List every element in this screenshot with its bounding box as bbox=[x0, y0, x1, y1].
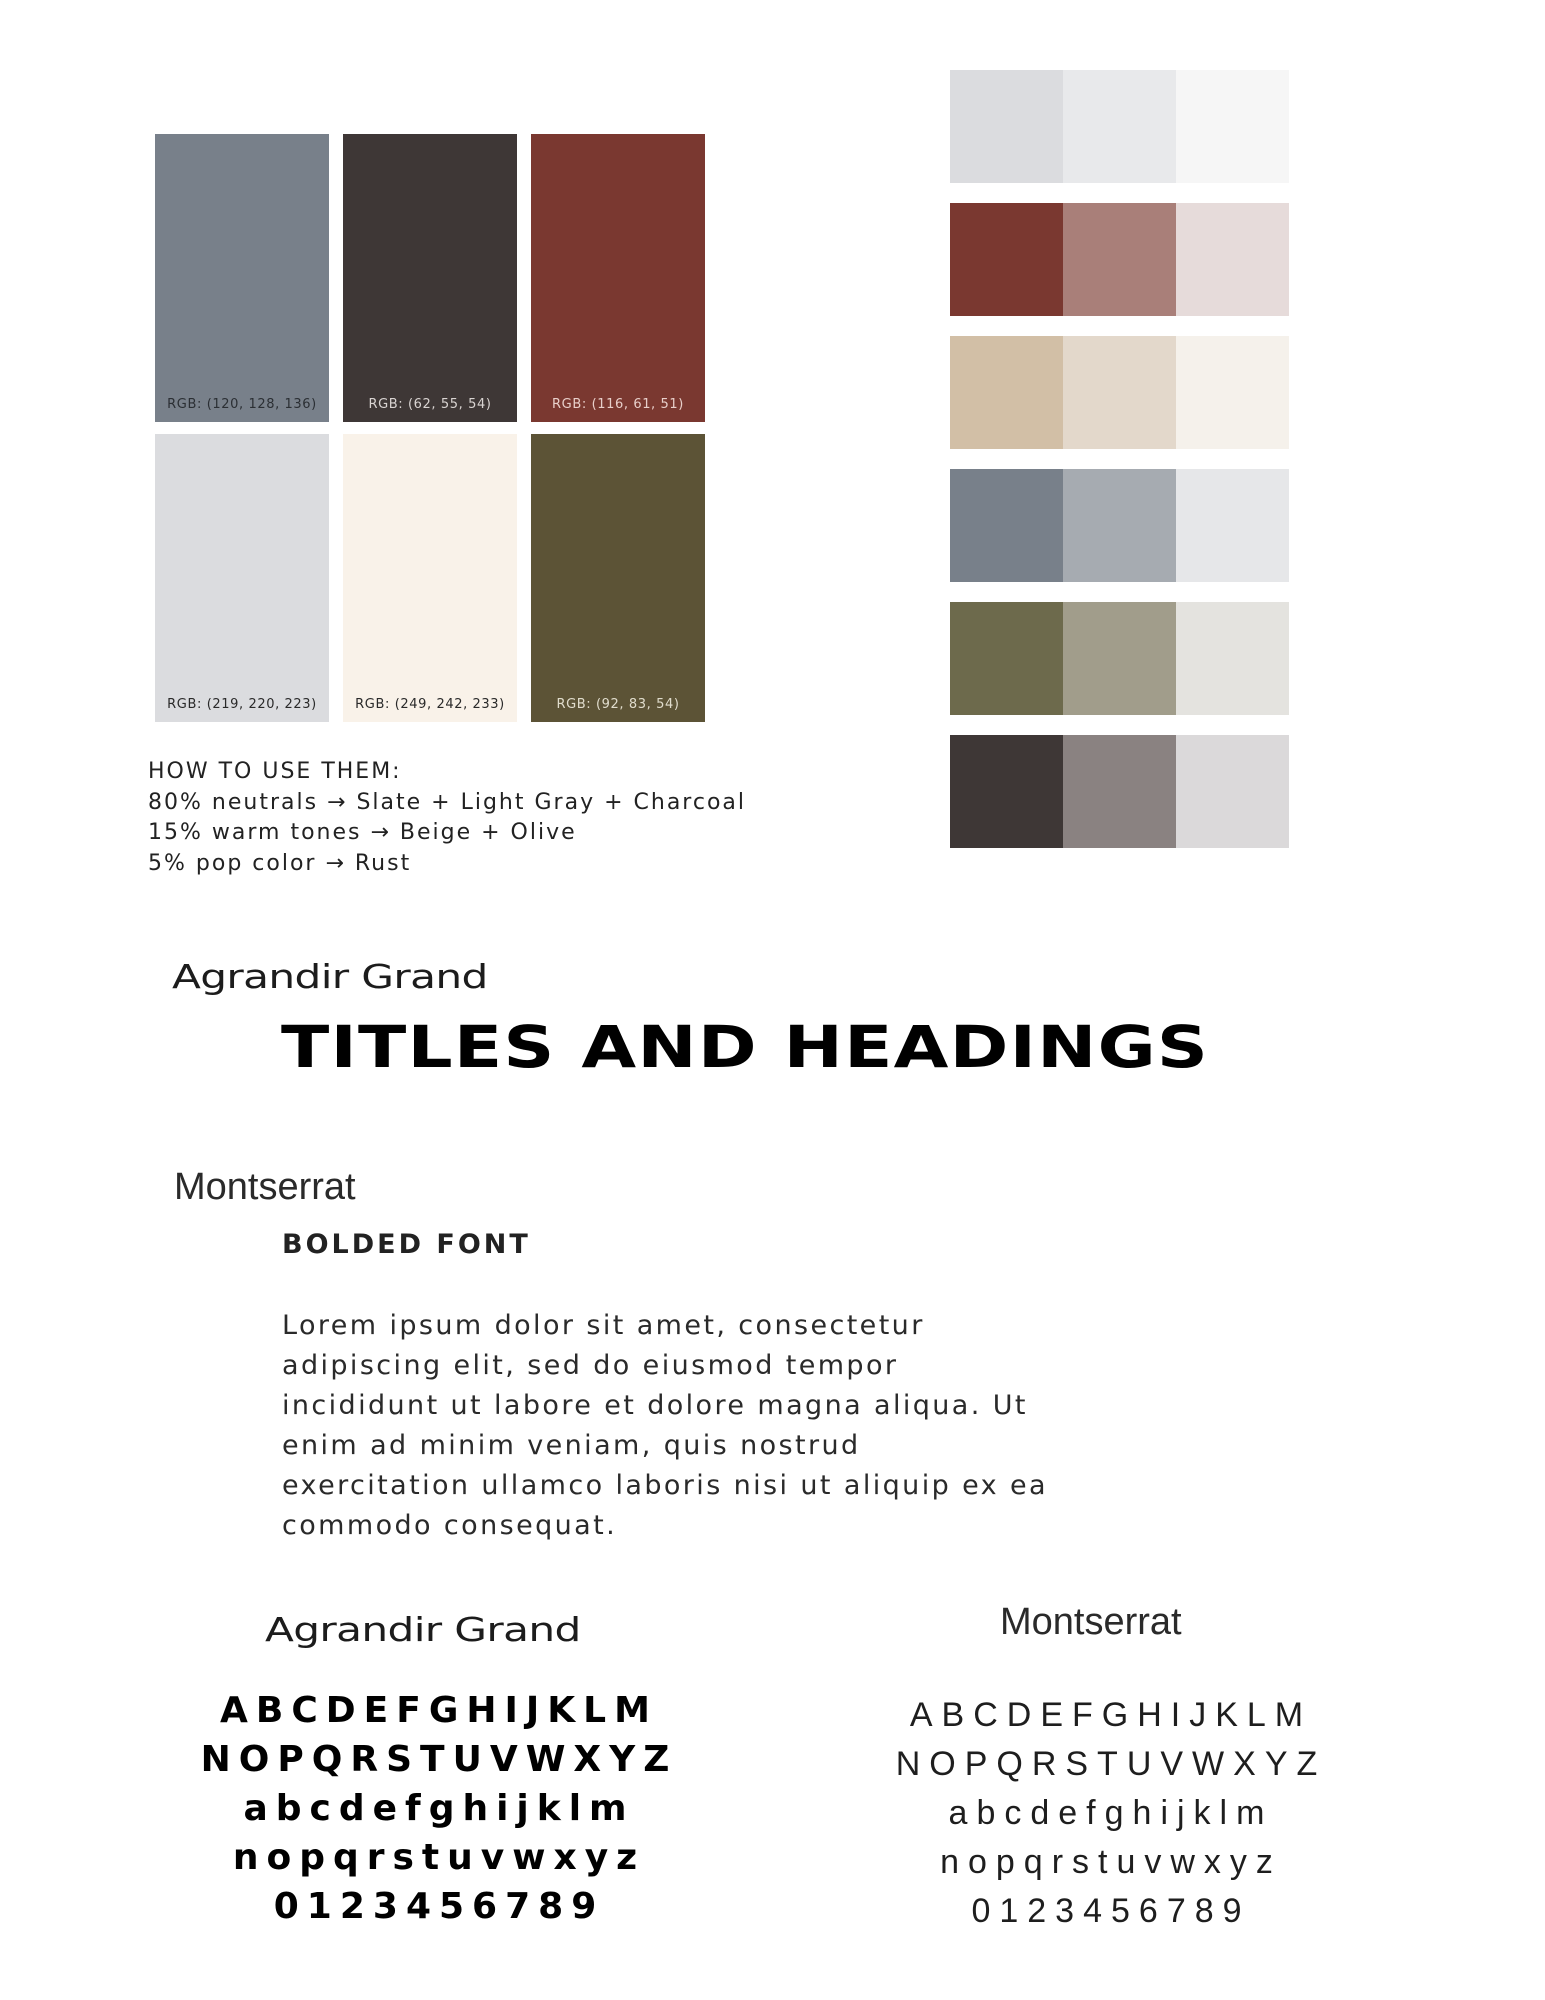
tint-swatch bbox=[1176, 203, 1289, 316]
tint-swatch bbox=[950, 469, 1063, 582]
swatch-rgb-label: RGB: (92, 83, 54) bbox=[556, 697, 680, 712]
specimen-grand-name: Agrandir Grand bbox=[265, 1610, 581, 1649]
specimen-line: NOPQRSTUVWXYZ bbox=[895, 1745, 1327, 1783]
color-swatch bbox=[531, 434, 705, 722]
usage-line: 15% warm tones → Beige + Olive bbox=[148, 820, 577, 845]
title-font-name: Agrandir Grand bbox=[172, 957, 488, 996]
specimen-line: 0123456789 bbox=[273, 1886, 605, 1927]
bold-font-sample: BOLDED FONT bbox=[282, 1229, 531, 1260]
tint-swatch bbox=[1176, 602, 1289, 715]
specimen-line: ABCDEFGHIJKLM bbox=[909, 1696, 1313, 1734]
body-text-sample bbox=[282, 1306, 1102, 1546]
tint-swatch bbox=[1063, 602, 1176, 715]
color-swatch bbox=[155, 434, 329, 722]
tint-swatch bbox=[1176, 469, 1289, 582]
swatch-rgb-label: RGB: (249, 242, 233) bbox=[355, 697, 505, 712]
tint-swatch bbox=[950, 336, 1063, 449]
usage-line: 5% pop color → Rust bbox=[148, 850, 412, 876]
specimen-line: nopqrstuvwxyz bbox=[940, 1843, 1282, 1881]
body-text-line: adipiscing elit, sed do eiusmod tempor bbox=[282, 1350, 899, 1381]
specimen-montserrat-name: Montserrat bbox=[1000, 1601, 1182, 1643]
usage-heading: HOW TO USE THEM: bbox=[148, 759, 402, 784]
tint-swatch bbox=[1063, 203, 1176, 316]
color-swatch bbox=[155, 134, 329, 422]
specimen-line: abcdefghijklm bbox=[243, 1788, 635, 1829]
specimen-line: abcdefghijklm bbox=[948, 1794, 1274, 1832]
color-swatch bbox=[343, 134, 517, 422]
body-text-line: Lorem ipsum dolor sit amet, consectetur bbox=[282, 1310, 925, 1341]
body-text-line: enim ad minim veniam, quis nostrud bbox=[282, 1430, 861, 1461]
swatch-rgb-label: RGB: (219, 220, 223) bbox=[167, 697, 317, 712]
tint-swatch bbox=[1176, 70, 1289, 183]
usage-line: 80% neutrals → Slate + Light Gray + Charcoal bbox=[148, 789, 747, 815]
tint-swatch bbox=[1063, 336, 1176, 449]
tint-swatch bbox=[950, 70, 1063, 183]
tint-swatch bbox=[950, 602, 1063, 715]
specimen-montserrat-alphabet bbox=[870, 1691, 1352, 1936]
tint-swatch bbox=[1176, 336, 1289, 449]
specimen-line: NOPQRSTUVWXYZ bbox=[200, 1739, 678, 1780]
color-swatch bbox=[343, 434, 517, 722]
tint-swatch bbox=[1063, 469, 1176, 582]
tint-swatch bbox=[1063, 735, 1176, 848]
body-text-line: incididunt ut labore et dolore magna aliqua. Ut bbox=[282, 1390, 1028, 1421]
body-text-line: commodo consequat. bbox=[282, 1510, 618, 1541]
tint-swatch bbox=[1176, 735, 1289, 848]
body-font-name: Montserrat bbox=[174, 1166, 356, 1208]
specimen-line: nopqrstuvwxyz bbox=[232, 1837, 646, 1878]
body-text-line: exercitation ullamco laboris nisi ut aliquip ex ea bbox=[282, 1470, 1048, 1501]
tint-swatch bbox=[1063, 70, 1176, 183]
usage-guide bbox=[148, 757, 746, 879]
swatch-rgb-label: RGB: (116, 61, 51) bbox=[552, 397, 684, 412]
specimen-line: ABCDEFGHIJKLM bbox=[220, 1690, 658, 1731]
title-sample-heading: TITLES AND HEADINGS bbox=[281, 1013, 1210, 1081]
swatch-rgb-label: RGB: (62, 55, 54) bbox=[368, 397, 492, 412]
tint-swatch bbox=[950, 203, 1063, 316]
color-swatch bbox=[531, 134, 705, 422]
swatch-rgb-label: RGB: (120, 128, 136) bbox=[167, 397, 317, 412]
specimen-grand-alphabet bbox=[148, 1686, 730, 1931]
tint-swatch bbox=[950, 735, 1063, 848]
specimen-line: 0123456789 bbox=[971, 1892, 1251, 1930]
